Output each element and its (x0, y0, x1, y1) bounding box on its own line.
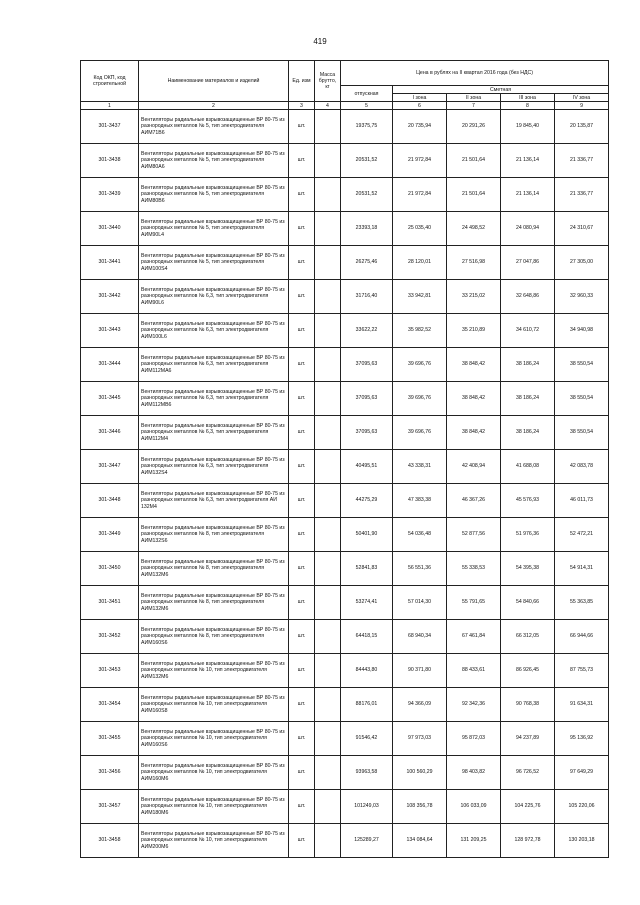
zone-4-price: 55 363,85 (555, 586, 609, 620)
zone-3-price: 21 136,14 (501, 144, 555, 178)
header-zone-1: I зона (393, 94, 447, 102)
unit-of-measure: шт. (289, 586, 315, 620)
release-price: 50401,90 (341, 518, 393, 552)
table-row (81, 654, 609, 688)
zone-1-price: 56 551,36 (393, 552, 447, 586)
column-number: 7 (447, 102, 501, 110)
release-price: 88176,01 (341, 688, 393, 722)
okp-code: 301-3452 (81, 620, 139, 654)
table-row (81, 824, 609, 858)
zone-4-price: 38 550,54 (555, 382, 609, 416)
table-row (81, 246, 609, 280)
unit-of-measure: шт. (289, 212, 315, 246)
unit-of-measure: шт. (289, 178, 315, 212)
zone-1-price: 94 366,09 (393, 688, 447, 722)
table-row (81, 552, 609, 586)
material-name: Вентиляторы радиальные взрывозащищенные ВР 80-75 из разнородных металлов № 5, тип электродвигателя АИМ100S4 (139, 246, 289, 280)
release-price: 44275,29 (341, 484, 393, 518)
zone-3-price: 51 976,36 (501, 518, 555, 552)
release-price: 26275,46 (341, 246, 393, 280)
column-number: 9 (555, 102, 609, 110)
material-name: Вентиляторы радиальные взрывозащищенные ВР 80-75 из разнородных металлов № 5, тип электродвигателя АИМ90L4 (139, 212, 289, 246)
unit-of-measure: шт. (289, 620, 315, 654)
column-number: 1 (81, 102, 139, 110)
gross-mass (315, 688, 341, 722)
okp-code: 301-3440 (81, 212, 139, 246)
okp-code: 301-3444 (81, 348, 139, 382)
zone-2-price: 35 210,89 (447, 314, 501, 348)
zone-2-price: 46 367,26 (447, 484, 501, 518)
unit-of-measure: шт. (289, 382, 315, 416)
table-row (81, 416, 609, 450)
release-price: 52841,83 (341, 552, 393, 586)
header-zone-3: III зона (501, 94, 555, 102)
zone-4-price: 130 203,18 (555, 824, 609, 858)
gross-mass (315, 484, 341, 518)
column-number: 6 (393, 102, 447, 110)
zone-4-price: 91 634,31 (555, 688, 609, 722)
column-number: 4 (315, 102, 341, 110)
gross-mass (315, 790, 341, 824)
zone-3-price: 54 395,38 (501, 552, 555, 586)
zone-3-price: 21 136,14 (501, 178, 555, 212)
zone-3-price: 54 840,66 (501, 586, 555, 620)
table-row (81, 586, 609, 620)
material-name: Вентиляторы радиальные взрывозащищенные ВР 80-75 из разнородных металлов № 5, тип электродвигателя АИМ80В6 (139, 178, 289, 212)
zone-4-price: 21 336,77 (555, 178, 609, 212)
zone-3-price: 41 688,08 (501, 450, 555, 484)
zone-3-price: 32 648,86 (501, 280, 555, 314)
zone-3-price: 38 186,24 (501, 348, 555, 382)
table-row (81, 620, 609, 654)
okp-code: 301-3454 (81, 688, 139, 722)
unit-of-measure: шт. (289, 552, 315, 586)
gross-mass (315, 348, 341, 382)
zone-4-price: 21 336,77 (555, 144, 609, 178)
material-name: Вентиляторы радиальные взрывозащищенные ВР 80-75 из разнородных металлов № 6,3, тип электродвигателя АИМ112МА6 (139, 348, 289, 382)
okp-code: 301-3451 (81, 586, 139, 620)
release-price: 37095,63 (341, 348, 393, 382)
zone-3-price: 45 576,93 (501, 484, 555, 518)
zone-1-price: 47 383,38 (393, 484, 447, 518)
table-row (81, 722, 609, 756)
zone-2-price: 38 848,42 (447, 416, 501, 450)
material-name: Вентиляторы радиальные взрывозащищенные ВР 80-75 из разнородных металлов № 8, тип электродвигателя АИМ132М6 (139, 586, 289, 620)
okp-code: 301-3438 (81, 144, 139, 178)
zone-2-price: 20 291,26 (447, 110, 501, 144)
okp-code: 301-3449 (81, 518, 139, 552)
release-price: 64418,15 (341, 620, 393, 654)
zone-2-price: 21 501,64 (447, 144, 501, 178)
header-otpusk: отпускная (341, 86, 393, 102)
table-row (81, 450, 609, 484)
material-name: Вентиляторы радиальные взрывозащищенные ВР 80-75 из разнородных металлов № 6,3, тип электродвигателя АИМ112М4 (139, 416, 289, 450)
unit-of-measure: шт. (289, 688, 315, 722)
zone-4-price: 66 944,66 (555, 620, 609, 654)
column-number: 8 (501, 102, 555, 110)
zone-2-price: 92 342,36 (447, 688, 501, 722)
table-row (81, 280, 609, 314)
table-row (81, 314, 609, 348)
header-unit: Ед. изм (289, 61, 315, 102)
okp-code: 301-3456 (81, 756, 139, 790)
zone-4-price: 38 550,54 (555, 348, 609, 382)
zone-2-price: 33 215,02 (447, 280, 501, 314)
release-price: 53274,41 (341, 586, 393, 620)
material-name: Вентиляторы радиальные взрывозащищенные ВР 80-75 из разнородных металлов № 8, тип электродвигателя АИМ132S6 (139, 518, 289, 552)
zone-1-price: 25 035,40 (393, 212, 447, 246)
gross-mass (315, 552, 341, 586)
gross-mass (315, 280, 341, 314)
zone-1-price: 57 014,30 (393, 586, 447, 620)
okp-code: 301-3439 (81, 178, 139, 212)
zone-2-price: 98 403,82 (447, 756, 501, 790)
release-price: 125289,27 (341, 824, 393, 858)
gross-mass (315, 314, 341, 348)
okp-code: 301-3453 (81, 654, 139, 688)
table-row (81, 348, 609, 382)
okp-code: 301-3448 (81, 484, 139, 518)
zone-4-price: 20 135,87 (555, 110, 609, 144)
zone-4-price: 105 220,06 (555, 790, 609, 824)
gross-mass (315, 824, 341, 858)
unit-of-measure: шт. (289, 348, 315, 382)
zone-1-price: 39 696,76 (393, 348, 447, 382)
table-row (81, 484, 609, 518)
material-name: Вентиляторы радиальные взрывозащищенные ВР 80-75 из разнородных металлов № 8, тип электродвигателя АИМ132М6 (139, 552, 289, 586)
unit-of-measure: шт. (289, 484, 315, 518)
release-price: 40495,51 (341, 450, 393, 484)
okp-code: 301-3442 (81, 280, 139, 314)
zone-3-price: 27 047,86 (501, 246, 555, 280)
table-row (81, 382, 609, 416)
material-name: Вентиляторы радиальные взрывозащищенные ВР 80-75 из разнородных металлов № 6,3, тип электродвигателя АИМ132S4 (139, 450, 289, 484)
okp-code: 301-3443 (81, 314, 139, 348)
okp-code: 301-3455 (81, 722, 139, 756)
material-name: Вентиляторы радиальные взрывозащищенные ВР 80-75 из разнородных металлов № 10, тип электродвигателя АИМ200М6 (139, 824, 289, 858)
gross-mass (315, 756, 341, 790)
release-price: 37095,63 (341, 382, 393, 416)
zone-4-price: 27 305,00 (555, 246, 609, 280)
zone-4-price: 32 960,33 (555, 280, 609, 314)
zone-2-price: 55 338,53 (447, 552, 501, 586)
zone-1-price: 35 982,52 (393, 314, 447, 348)
zone-3-price: 19 845,40 (501, 110, 555, 144)
unit-of-measure: шт. (289, 416, 315, 450)
unit-of-measure: шт. (289, 654, 315, 688)
column-number-row (81, 102, 609, 110)
zone-2-price: 24 498,52 (447, 212, 501, 246)
zone-2-price: 131 209,25 (447, 824, 501, 858)
unit-of-measure: шт. (289, 790, 315, 824)
release-price: 91546,42 (341, 722, 393, 756)
zone-1-price: 33 942,81 (393, 280, 447, 314)
material-name: Вентиляторы радиальные взрывозащищенные ВР 80-75 из разнородных металлов № 6,3, тип электродвигателя АИМ100L6 (139, 314, 289, 348)
zone-3-price: 96 726,52 (501, 756, 555, 790)
zone-4-price: 87 755,73 (555, 654, 609, 688)
gross-mass (315, 246, 341, 280)
header-name: Наименование материалов и изделий (139, 61, 289, 102)
table-row (81, 212, 609, 246)
zone-1-price: 21 972,84 (393, 144, 447, 178)
page-number: 419 (313, 37, 327, 46)
zone-1-price: 108 356,78 (393, 790, 447, 824)
table-row (81, 790, 609, 824)
column-number: 3 (289, 102, 315, 110)
zone-3-price: 38 186,24 (501, 416, 555, 450)
zone-3-price: 90 768,38 (501, 688, 555, 722)
zone-2-price: 95 872,03 (447, 722, 501, 756)
unit-of-measure: шт. (289, 756, 315, 790)
release-price: 37095,63 (341, 416, 393, 450)
gross-mass (315, 518, 341, 552)
unit-of-measure: шт. (289, 450, 315, 484)
zone-4-price: 95 136,92 (555, 722, 609, 756)
material-name: Вентиляторы радиальные взрывозащищенные ВР 80-75 из разнородных металлов № 10, тип электродвигателя АИМ160S6 (139, 722, 289, 756)
zone-2-price: 27 516,98 (447, 246, 501, 280)
release-price: 20531,52 (341, 144, 393, 178)
release-price: 33622,22 (341, 314, 393, 348)
zone-4-price: 54 914,31 (555, 552, 609, 586)
zone-2-price: 52 877,56 (447, 518, 501, 552)
zone-2-price: 38 848,42 (447, 382, 501, 416)
zone-3-price: 24 080,94 (501, 212, 555, 246)
gross-mass (315, 654, 341, 688)
okp-code: 301-3441 (81, 246, 139, 280)
header-code: Код ОКП, код строительной (81, 61, 139, 102)
okp-code: 301-3445 (81, 382, 139, 416)
okp-code: 301-3458 (81, 824, 139, 858)
header-price-group: Цена в рублях на II квартал 2016 года (без НДС) (341, 61, 609, 86)
unit-of-measure: шт. (289, 824, 315, 858)
zone-1-price: 39 696,76 (393, 382, 447, 416)
okp-code: 301-3446 (81, 416, 139, 450)
okp-code: 301-3450 (81, 552, 139, 586)
release-price: 84443,80 (341, 654, 393, 688)
material-name: Вентиляторы радиальные взрывозащищенные ВР 80-75 из разнородных металлов № 6,3, тип электродвигателя АИМ112МВ6 (139, 382, 289, 416)
material-name: Вентиляторы радиальные взрывозащищенные ВР 80-75 из разнородных металлов № 5, тип электродвигателя АИМ80А6 (139, 144, 289, 178)
zone-4-price: 38 550,54 (555, 416, 609, 450)
table-row (81, 518, 609, 552)
zone-2-price: 67 461,84 (447, 620, 501, 654)
material-name: Вентиляторы радиальные взрывозащищенные ВР 80-75 из разнородных металлов № 6,3, тип электродвигателя АИ 132М4 (139, 484, 289, 518)
material-name: Вентиляторы радиальные взрывозащищенные ВР 80-75 из разнородных металлов № 6,3, тип электродвигателя АИМ90L6 (139, 280, 289, 314)
material-name: Вентиляторы радиальные взрывозащищенные ВР 80-75 из разнородных металлов № 10, тип электродвигателя АИМ132М6 (139, 654, 289, 688)
zone-1-price: 21 972,84 (393, 178, 447, 212)
zone-4-price: 34 940,98 (555, 314, 609, 348)
material-name: Вентиляторы радиальные взрывозащищенные ВР 80-75 из разнородных металлов № 10, тип электродвигателя АИМ160S8 (139, 688, 289, 722)
zone-1-price: 20 735,94 (393, 110, 447, 144)
zone-2-price: 55 791,65 (447, 586, 501, 620)
zone-4-price: 42 083,78 (555, 450, 609, 484)
material-name: Вентиляторы радиальные взрывозащищенные ВР 80-75 из разнородных металлов № 5, тип электродвигателя АИМ71В6 (139, 110, 289, 144)
table-row (81, 688, 609, 722)
zone-3-price: 38 186,24 (501, 382, 555, 416)
zone-1-price: 28 120,01 (393, 246, 447, 280)
gross-mass (315, 586, 341, 620)
zone-3-price: 86 926,45 (501, 654, 555, 688)
okp-code: 301-3457 (81, 790, 139, 824)
table-row (81, 144, 609, 178)
header-mass: Масса брутто, кг (315, 61, 341, 102)
unit-of-measure: шт. (289, 314, 315, 348)
zone-3-price: 34 610,72 (501, 314, 555, 348)
zone-2-price: 42 408,94 (447, 450, 501, 484)
release-price: 101249,03 (341, 790, 393, 824)
zone-3-price: 128 972,78 (501, 824, 555, 858)
gross-mass (315, 450, 341, 484)
price-table (80, 60, 609, 858)
gross-mass (315, 178, 341, 212)
zone-3-price: 104 225,76 (501, 790, 555, 824)
table-row (81, 110, 609, 144)
zone-4-price: 46 011,73 (555, 484, 609, 518)
zone-3-price: 94 237,89 (501, 722, 555, 756)
table-row (81, 756, 609, 790)
zone-4-price: 97 649,29 (555, 756, 609, 790)
unit-of-measure: шт. (289, 110, 315, 144)
zone-2-price: 106 033,09 (447, 790, 501, 824)
gross-mass (315, 416, 341, 450)
zone-1-price: 90 371,80 (393, 654, 447, 688)
release-price: 23393,18 (341, 212, 393, 246)
gross-mass (315, 144, 341, 178)
zone-1-price: 100 560,29 (393, 756, 447, 790)
okp-code: 301-3447 (81, 450, 139, 484)
header-smetnaya: Сметная (393, 86, 609, 94)
zone-3-price: 66 312,05 (501, 620, 555, 654)
zone-4-price: 24 310,67 (555, 212, 609, 246)
gross-mass (315, 722, 341, 756)
unit-of-measure: шт. (289, 518, 315, 552)
zone-1-price: 54 036,48 (393, 518, 447, 552)
column-number: 2 (139, 102, 289, 110)
zone-2-price: 88 433,61 (447, 654, 501, 688)
zone-1-price: 134 084,64 (393, 824, 447, 858)
release-price: 19375,75 (341, 110, 393, 144)
release-price: 20531,52 (341, 178, 393, 212)
material-name: Вентиляторы радиальные взрывозащищенные ВР 80-75 из разнородных металлов № 10, тип электродвигателя АИМ160М6 (139, 756, 289, 790)
zone-1-price: 43 338,31 (393, 450, 447, 484)
material-name: Вентиляторы радиальные взрывозащищенные ВР 80-75 из разнородных металлов № 8, тип электродвигателя АИМ160S6 (139, 620, 289, 654)
zone-1-price: 39 696,76 (393, 416, 447, 450)
header-zone-2: II зона (447, 94, 501, 102)
gross-mass (315, 382, 341, 416)
unit-of-measure: шт. (289, 280, 315, 314)
release-price: 93963,58 (341, 756, 393, 790)
zone-2-price: 21 501,64 (447, 178, 501, 212)
gross-mass (315, 110, 341, 144)
material-name: Вентиляторы радиальные взрывозащищенные ВР 80-75 из разнородных металлов № 10, тип электродвигателя АИМ180М6 (139, 790, 289, 824)
zone-4-price: 52 472,21 (555, 518, 609, 552)
unit-of-measure: шт. (289, 144, 315, 178)
okp-code: 301-3437 (81, 110, 139, 144)
column-number: 5 (341, 102, 393, 110)
unit-of-measure: шт. (289, 722, 315, 756)
gross-mass (315, 620, 341, 654)
release-price: 31716,40 (341, 280, 393, 314)
table-row (81, 178, 609, 212)
gross-mass (315, 212, 341, 246)
zone-1-price: 68 940,34 (393, 620, 447, 654)
header-zone-4: IV зона (555, 94, 609, 102)
unit-of-measure: шт. (289, 246, 315, 280)
zone-1-price: 97 973,03 (393, 722, 447, 756)
zone-2-price: 38 848,42 (447, 348, 501, 382)
